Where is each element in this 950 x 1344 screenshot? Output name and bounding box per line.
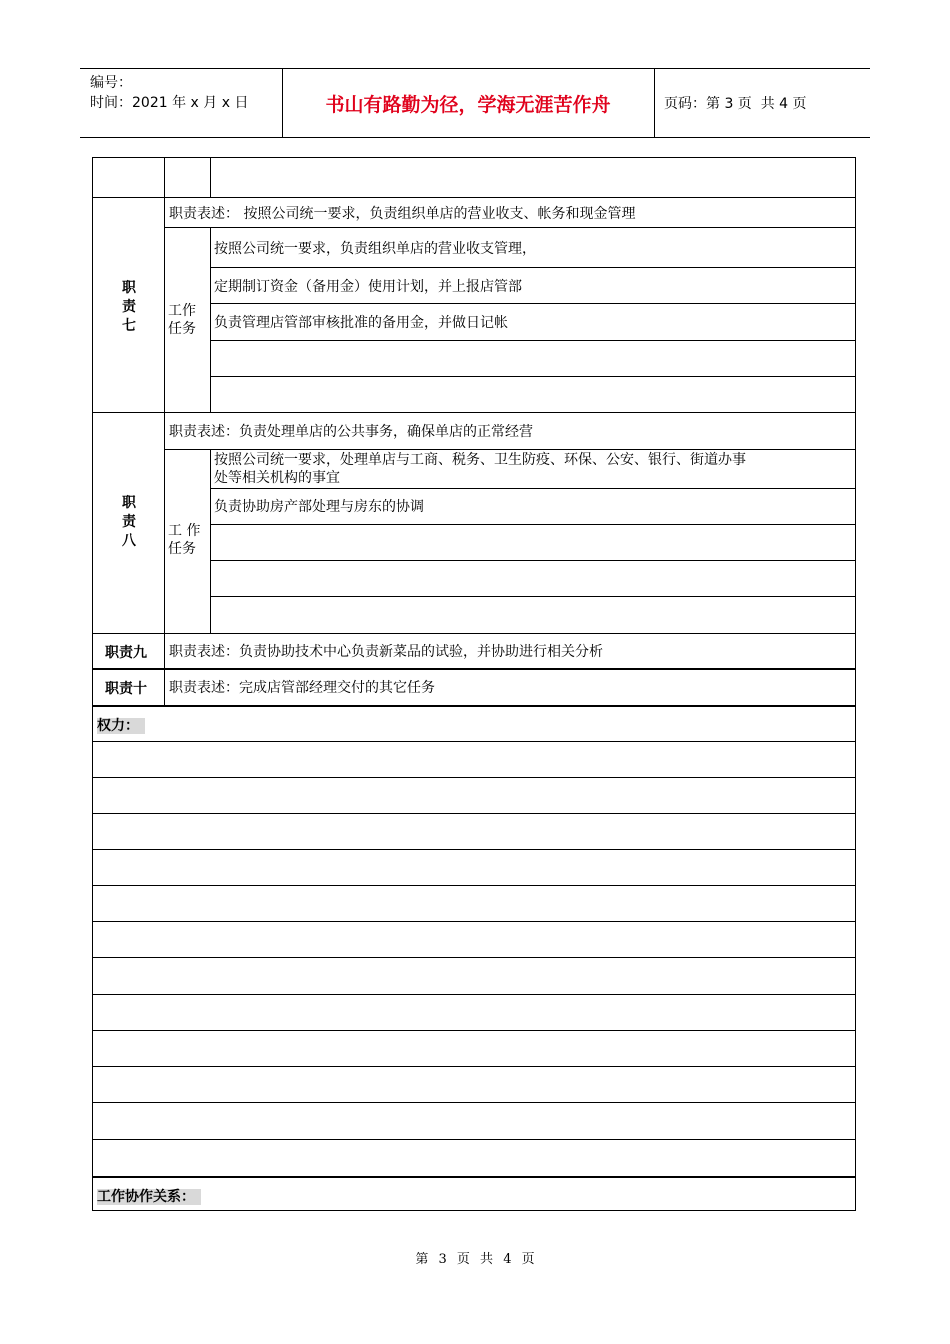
divider (164, 227, 855, 228)
header-divider (654, 69, 655, 137)
authority-label: 权力： (97, 715, 145, 735)
divider (210, 303, 855, 304)
blank-line (93, 1030, 855, 1031)
blank-line (93, 849, 855, 850)
divider (164, 449, 855, 450)
job-duty-form (92, 157, 856, 1211)
blank-line (93, 741, 855, 742)
duty10-title: 职责十 (105, 681, 147, 697)
collaboration-label: 工作协作关系： (97, 1186, 201, 1206)
duty8-task: 处等相关机构的事宜 (214, 470, 340, 486)
duty8-task: 按照公司统一要求，处理单店与工商、税务、卫生防疫、环保、公安、银行、街道办事 (214, 452, 746, 468)
blank-line (93, 921, 855, 922)
blank-line (93, 957, 855, 958)
duty9-description: 职责表述：负责协助技术中心负责新菜品的试验，并协助进行相关分析 (169, 644, 603, 660)
divider (210, 227, 211, 412)
divider (210, 376, 855, 377)
blank-line (93, 994, 855, 995)
page-footer: 第 3 页 共 4 页 (415, 1252, 535, 1267)
blank-line (93, 1066, 855, 1067)
divider (210, 488, 855, 489)
duty7-task: 按照公司统一要求，负责组织单店的营业收支管理， (214, 241, 536, 257)
blank-line (93, 777, 855, 778)
duty8-description: 职责表述：负责处理单店的公共事务，确保单店的正常经营 (169, 424, 533, 440)
blank-line (93, 813, 855, 814)
divider (210, 449, 211, 633)
header-page-info: 页码：第 3 页 共 4 页 (664, 96, 807, 112)
document-date: 时间：2021 年 x 月 x 日 (90, 95, 249, 111)
divider (210, 340, 855, 341)
document-number-label: 编号： (90, 75, 132, 91)
duty10-description: 职责表述：完成店管部经理交付的其它任务 (169, 680, 435, 696)
divider (93, 668, 855, 670)
duty7-task: 定期制订资金（备用金）使用计划，并上报店管部 (214, 279, 522, 295)
divider (93, 705, 855, 707)
duty8-title: 职 责 八 (122, 495, 136, 549)
divider (210, 560, 855, 561)
header-meta (90, 73, 248, 113)
header-motto: 书山有路勤为径，学海无涯苦作舟 (325, 93, 611, 116)
document-header (80, 68, 870, 138)
duty7-description: 职责表述： 按照公司统一要求，负责组织单店的营业收支、帐务和现金管理 (169, 206, 636, 222)
divider (93, 633, 855, 634)
duty7-task-label: 工作 任务 (168, 303, 196, 337)
divider (164, 668, 165, 705)
divider (210, 596, 855, 597)
divider (210, 524, 855, 525)
divider (93, 197, 855, 198)
divider (210, 267, 855, 268)
blank-line (93, 885, 855, 886)
duty9-title: 职责九 (105, 645, 147, 661)
blank-line (93, 1102, 855, 1103)
divider (93, 1176, 855, 1178)
duty8-task-label: 工 作 任务 (168, 523, 201, 557)
blank-line (93, 1139, 855, 1140)
divider (93, 412, 855, 413)
duty8-task: 负责协助房产部处理与房东的协调 (214, 499, 424, 515)
duty7-title: 职 责 七 (122, 280, 136, 334)
duty7-task: 负责管理店管部审核批准的备用金，并做日记帐 (214, 315, 508, 331)
divider (210, 158, 211, 197)
